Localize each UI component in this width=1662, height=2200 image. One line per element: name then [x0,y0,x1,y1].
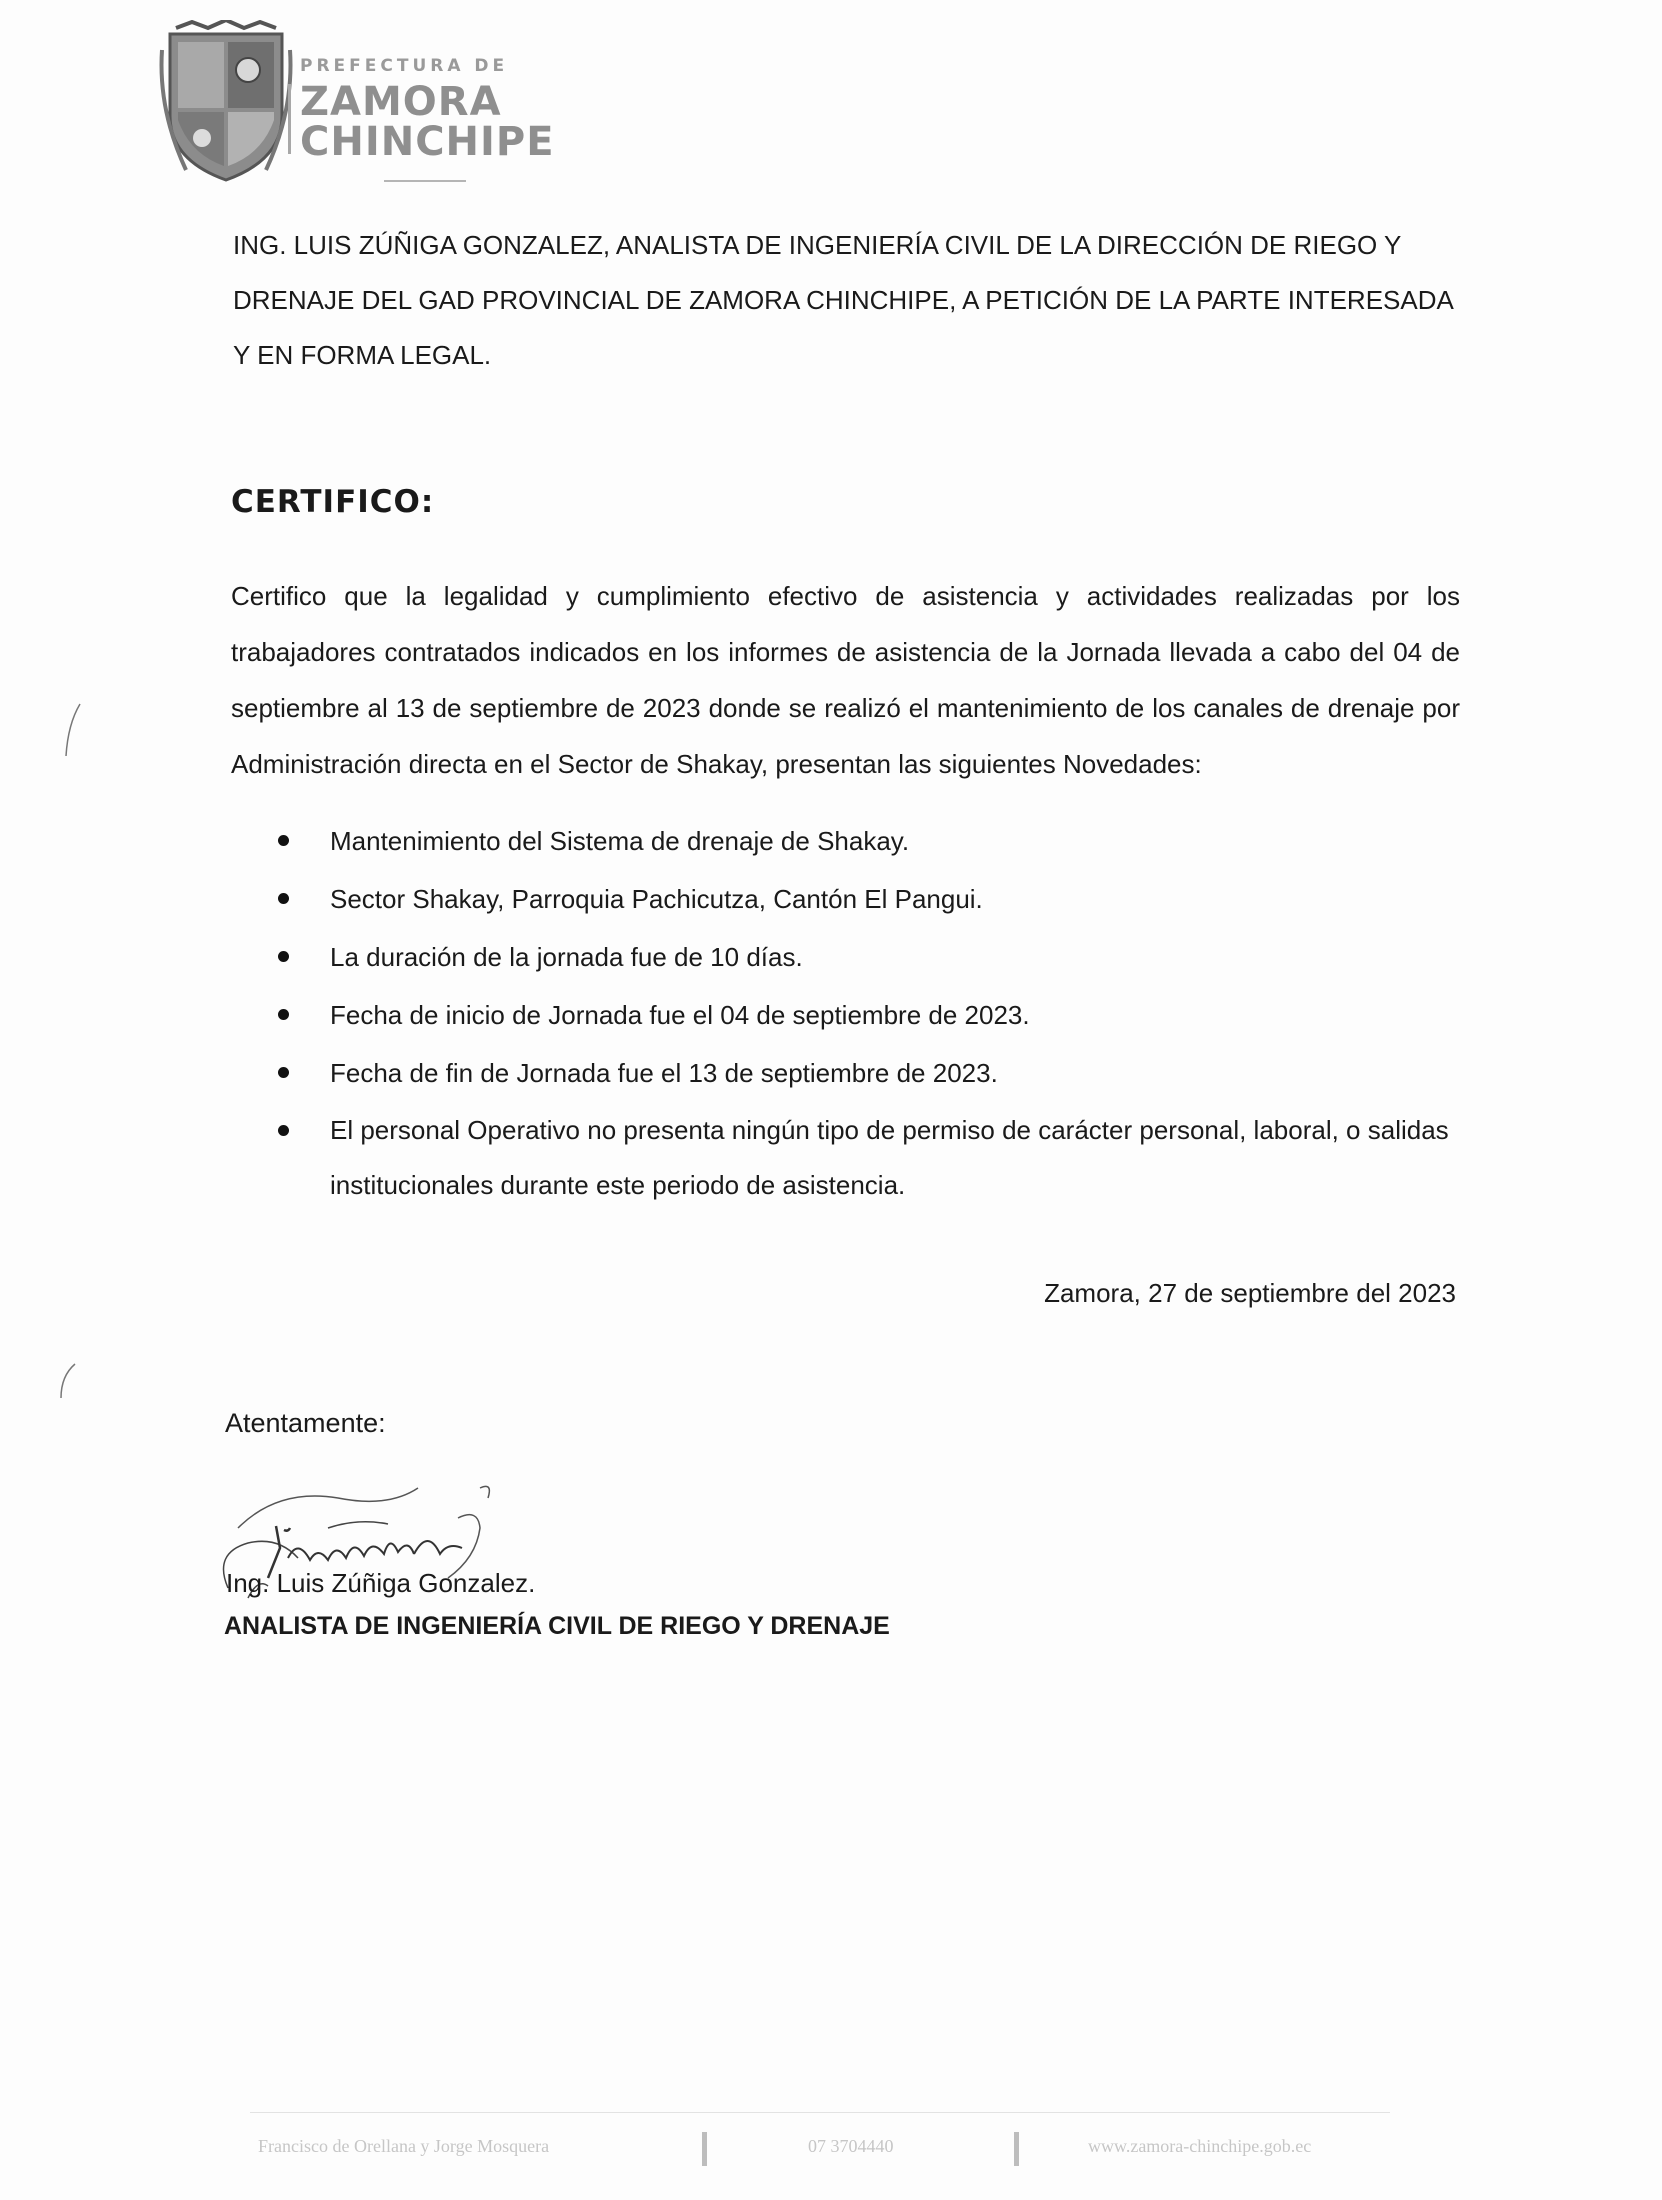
list-item-text: Mantenimiento del Sistema de drenaje de Shakay. [330,826,910,856]
list-item [270,871,1470,927]
footer-address: Francisco de Orellana y Jorge Mosquera [258,2136,550,2156]
pen-mark-icon [55,1360,79,1400]
pen-mark-icon [62,700,86,760]
certification-heading: CERTIFICO: [231,484,435,520]
list-item-text: Sector Shakay, Parroquia Pachicutza, Cantón El Pangui. [330,884,983,914]
certification-paragraph: Certifico que la legalidad y cumplimiento efectivo de asistencia y actividades realizadas por los trabajadores contratados indicados en los informes de asistencia de la Jornada llevada a cabo del 04 de septiembre al 13 de septiembre de 2023 donde se realizó el mantenimiento de los canales de drenaje por Administración directa en el Sector de Shakay, presentan las siguientes Novedades: [231,581,1460,779]
coat-of-arms-icon [156,20,296,190]
brand-name-line1: ZAMORA [300,79,502,125]
brand-underline [384,180,466,182]
novelties-list [270,813,1470,1215]
bullet-icon [278,951,289,962]
footer-website: www.zamora-chinchipe.gob.ec [1088,2136,1312,2156]
list-item-text: La duración de la jornada fue de 10 días. [330,942,803,972]
list-item-text: El personal Operativo no presenta ningún tipo de permiso de carácter personal, laboral, o salidas institucionales durante este periodo de asistencia. [330,1115,1449,1200]
list-item-text: Fecha de inicio de Jornada fue el 04 de septiembre de 2023. [330,1000,1030,1030]
signer-title: ANALISTA DE INGENIERÍA CIVIL DE RIEGO Y DRENAJE [224,1612,890,1640]
list-item [270,987,1470,1043]
brand-name-line2: CHINCHIPE [300,119,555,165]
bullet-icon [278,835,289,846]
brand-divider [288,84,291,154]
list-item [270,1103,1470,1213]
bullet-icon [278,1125,289,1136]
list-item-text: Fecha de fin de Jornada fue el 13 de septiembre de 2023. [330,1058,998,1088]
letterhead [150,14,570,194]
footer-separator [702,2132,707,2166]
date-line: Zamora, 27 de septiembre del 2023 [1044,1278,1456,1308]
footer-phone: 07 3704440 [808,2136,894,2156]
list-item [270,813,1470,869]
bullet-icon [278,1067,289,1078]
closing-salutation: Atentamente: [225,1408,386,1438]
footer-separator [1014,2132,1019,2166]
footer-divider [250,2112,1390,2113]
list-item [270,929,1470,985]
list-item [270,1045,1470,1101]
brand-prefix: PREFECTURA DE [300,56,509,76]
bullet-icon [278,1009,289,1020]
bullet-icon [278,893,289,904]
signer-name: Ing. Luis Zúñiga Gonzalez. [226,1568,536,1598]
intro-statement: ING. LUIS ZÚÑIGA GONZALEZ, ANALISTA DE INGENIERÍA CIVIL DE LA DIRECCIÓN DE RIEGO Y DRENAJE DEL GAD PROVINCIAL DE ZAMORA CHINCHIPE, A PETICIÓN DE LA PARTE INTERESADA Y EN FORMA LEGAL. [233,230,1453,370]
